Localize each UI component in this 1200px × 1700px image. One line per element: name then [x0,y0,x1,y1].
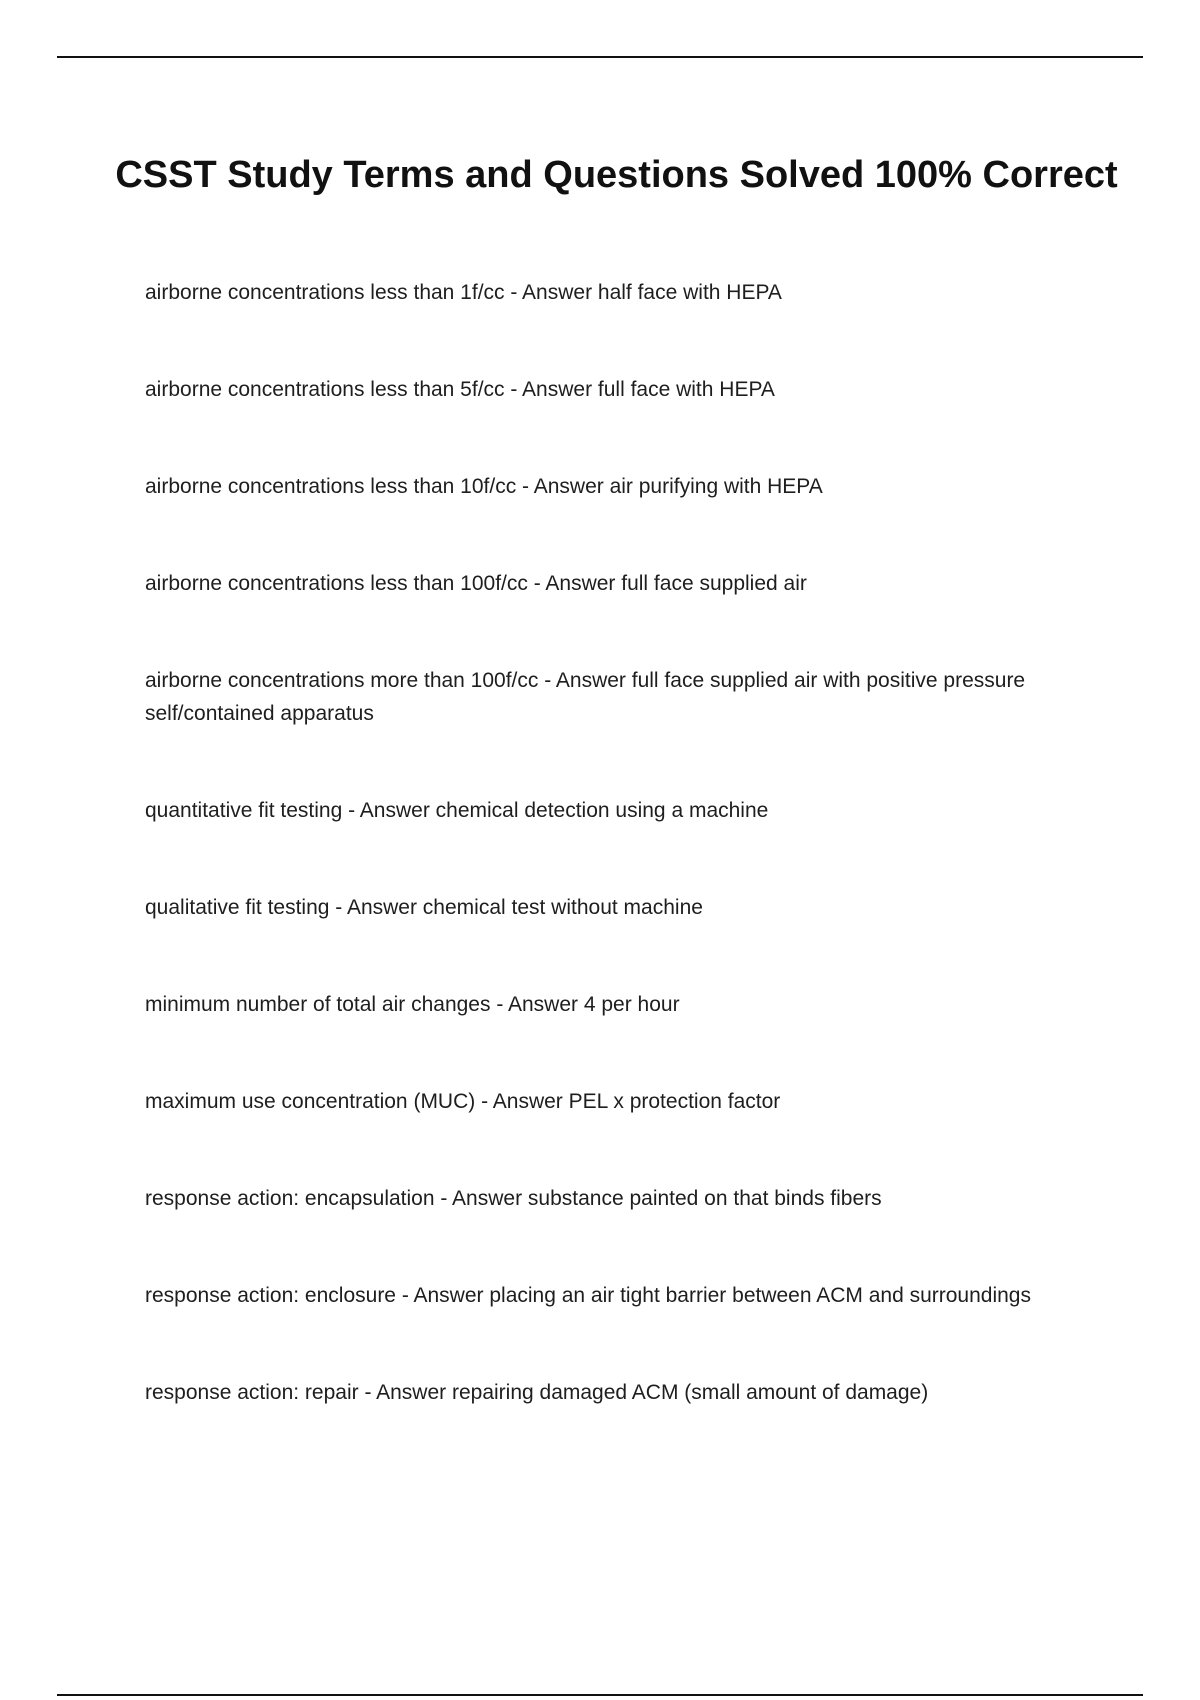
qa-item: airborne concentrations less than 100f/cc - Answer full face supplied air [145,572,807,595]
qa-item: response action: encapsulation - Answer substance painted on that binds fibers [145,1187,882,1210]
qa-item: response action: repair - Answer repairing damaged ACM (small amount of damage) [145,1381,929,1404]
qa-item: airborne concentrations less than 1f/cc - Answer half face with HEPA [145,281,782,304]
qa-item: airborne concentrations less than 5f/cc - Answer full face with HEPA [145,378,775,401]
qa-item: airborne concentrations less than 10f/cc - Answer air purifying with HEPA [145,475,823,498]
header-rule [57,56,1143,58]
qa-item: maximum use concentration (MUC) - Answer PEL x protection factor [145,1090,781,1113]
qa-item: minimum number of total air changes - Answer 4 per hour [145,993,680,1016]
qa-list [145,276,1105,1409]
footer-rule [57,1694,1143,1696]
qa-item: qualitative fit testing - Answer chemical test without machine [145,896,703,919]
document-title: CSST Study Terms and Questions Solved 100% Correct [115,154,1118,196]
qa-item: response action: enclosure - Answer placing an air tight barrier between ACM and surroundings [145,1284,1031,1307]
qa-item: airborne concentrations more than 100f/cc - Answer full face supplied air with positive pressure self/contained apparatus [145,669,1026,725]
qa-item: quantitative fit testing - Answer chemical detection using a machine [145,799,769,822]
